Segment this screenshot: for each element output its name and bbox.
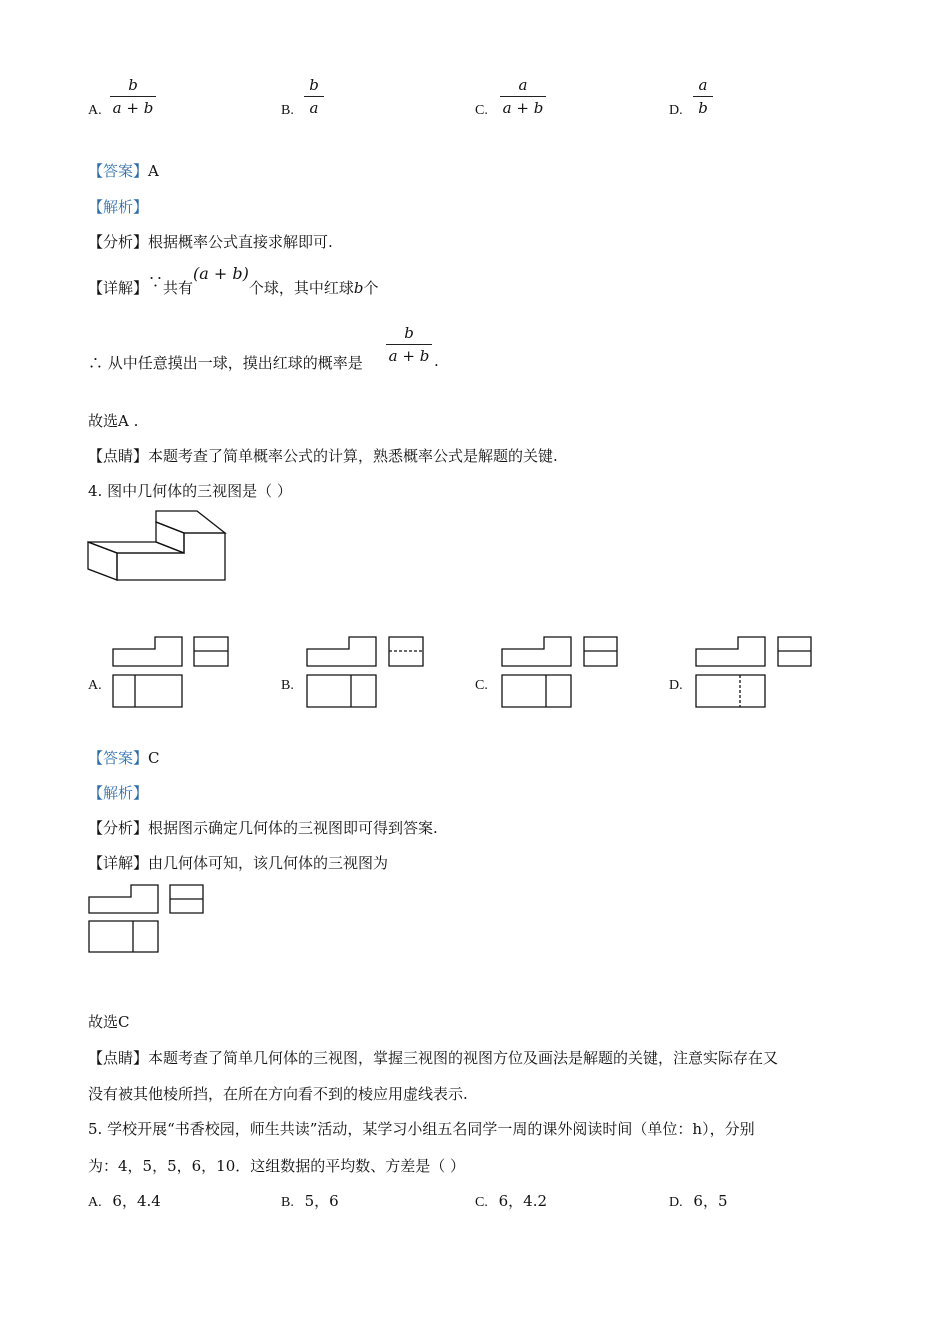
q4-option-a-front-view [113,637,182,666]
q4-option-b-front-view [307,637,376,666]
q3-dianjing-line [88,445,558,466]
q5-option-b-text: 5，6 [304,1192,339,1210]
q3-guxuan: 故选A . [88,412,139,430]
q4-option-d-views [693,634,815,710]
q4-answer-views [86,882,208,956]
q3-answer-line [88,160,159,181]
q4-option-c-front-view [502,637,571,666]
q5-option-a [88,1190,161,1211]
q4-option-d-front-view [696,637,765,666]
q4-fenxi-tag: 【分析】 [88,819,149,837]
q5-option-a-label: A. [88,1195,102,1210]
q4-dianjing-tag: 【点睛】 [88,1049,149,1067]
q5-option-c-label: C. [475,1195,488,1210]
q3-option-b-numerator: b [309,76,319,94]
q4-dianjing-text-1: 本题考查了简单几何体的三视图，掌握三视图的视图方位及画法是解题的关键，注意实际存在又 [148,1049,779,1067]
q5-stem-line2: 为：4，5，5，6，10．这组数据的平均数、方差是（ ） [88,1157,466,1175]
q3-probability-fraction [386,324,432,365]
q5-option-b [281,1190,339,1211]
q3-probability-numerator: b [404,324,414,342]
q3-option-d-denominator: b [698,99,708,117]
q5-stem-line1: 5. 学校开展“书香校园，师生共读”活动，某学习小组五名同学一周的课外阅读时间（单位：h），分别 [88,1120,755,1138]
q3-xiangjie-part3: 个 [363,279,379,297]
q4-answer-value: C [148,749,160,767]
q4-solid-front-face [117,533,225,580]
q4-option-d-label: D. [669,678,683,693]
q4-solid-figure [86,508,228,584]
q3-therefore-period: . [434,352,439,370]
q4-solid-riser [156,522,184,553]
q4-answer-line [88,747,160,768]
q4-fenxi-line [88,817,438,838]
q5-option-d-label: D. [669,1195,683,1210]
q3-xiangjie-tag: 【详解】 [88,279,149,297]
q4-answer-front-view [89,885,158,913]
q5-option-c [475,1190,547,1211]
q3-option-b-denominator: a [309,99,319,117]
q3-option-d-label: D. [669,103,683,118]
q3-dianjing-text: 本题考查了简单概率公式的计算，熟悉概率公式是解题的关键. [148,447,558,465]
q3-option-d-numerator: a [698,76,708,94]
q3-xiangjie-part1: 共有 [163,279,194,297]
q3-option-c-numerator: a [518,76,528,94]
q5-option-d [669,1190,728,1211]
q3-answer-value: A [148,162,159,180]
q4-xiangjie-tag: 【详解】 [88,854,149,872]
q4-option-b-label: B. [281,678,294,693]
q3-xiangjie-part2: 个球，其中红球 [248,279,354,297]
q3-dianjing-tag: 【点睛】 [88,447,149,465]
q5-option-a-text: 6，4.4 [112,1192,161,1210]
q5-option-b-label: B. [281,1195,294,1210]
q4-option-c-views [499,634,621,710]
q4-jiexi-tag: 【解析】 [88,784,149,802]
q4-option-b-views [304,634,428,710]
q3-option-c-label: C. [475,103,488,118]
q4-guxuan: 故选C [88,1013,130,1031]
q4-stem: 4. 图中几何体的三视图是（ ） [88,482,292,500]
q3-option-d-fraction [693,76,713,117]
q3-jiexi-tag: 【解析】 [88,198,149,216]
q3-xiangjie-b: b [353,279,364,297]
q3-option-a-numerator: b [128,76,138,94]
q3-option-b-label: B. [281,103,294,118]
q5-option-d-text: 6，5 [693,1192,728,1210]
q3-fenxi-line [88,231,333,252]
q4-option-d-top-view [696,675,765,707]
q3-option-c-fraction [500,76,546,117]
q4-option-c-label: C. [475,678,488,693]
q4-option-a-label: A. [88,678,102,693]
q3-option-c-denominator: a + b [502,99,544,117]
q3-option-b-fraction [304,76,324,117]
q4-xiangjie-line [88,852,388,873]
q3-xiangjie-paren: (a + b) [193,264,249,283]
q3-therefore-line [88,352,363,373]
q4-answer-top-view [89,921,158,952]
q3-option-a-denominator: a + b [112,99,154,117]
q4-fenxi-text: 根据图示确定几何体的三视图即可得到答案. [148,819,438,837]
q3-xiangjie-line [88,264,379,298]
q4-option-a-top-view [113,675,182,707]
q3-answer-tag: 【答案】 [88,162,149,180]
q4-option-b-top-view [307,675,376,707]
q3-therefore-text: ∴ 从中任意摸出一球，摸出红球的概率是 [88,354,363,372]
q3-probability-denominator: a + b [388,347,430,365]
q3-option-a-fraction [110,76,156,117]
q4-answer-tag: 【答案】 [88,749,149,767]
q4-xiangjie-text: 由几何体可知，该几何体的三视图为 [148,854,389,872]
q5-option-c-text: 6，4.2 [498,1192,548,1210]
q3-fenxi-text: 根据概率公式直接求解即可. [148,233,333,251]
q4-option-c-top-view [502,675,571,707]
q3-option-a-label: A. [88,103,102,118]
q4-dianjing-text-2: 没有被其他棱所挡，在所在方向看不到的棱应用虚线表示. [88,1085,468,1103]
q3-fenxi-tag: 【分析】 [88,233,149,251]
q3-because-symbol: ∵ [148,273,164,291]
q4-dianjing-line1 [88,1047,778,1068]
q4-option-a-views [110,634,230,710]
q4-solid-upper-top [156,511,225,533]
